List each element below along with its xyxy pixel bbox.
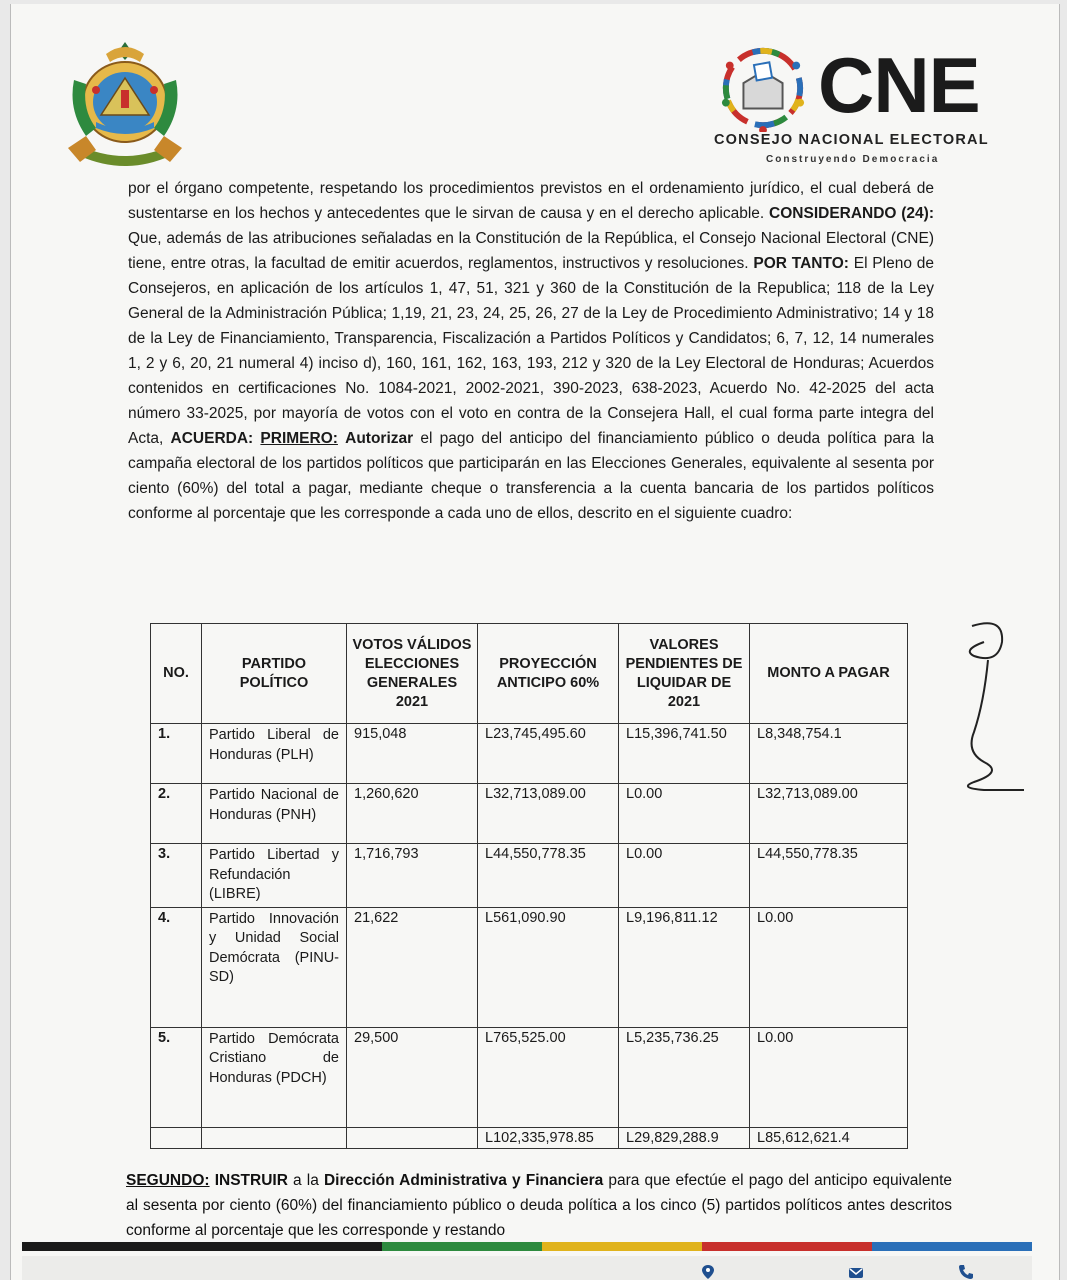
row-projection: L32,713,089.00 xyxy=(478,784,619,844)
segundo-heading: SEGUNDO: xyxy=(126,1172,210,1189)
org-tagline: Construyendo Democracia xyxy=(766,154,940,165)
cne-wordmark: CNE xyxy=(818,41,980,129)
text-run: por el órgano competente, respetando los procedimientos previstos en el ordenamiento jurídico, el cual deberá de sustentarse en los hechos y antecedentes que le sirvan de causa y en el derecho aplicable. xyxy=(128,180,934,222)
col-header-pending: VALORES PENDIENTES DE LIQUIDAR DE 2021 xyxy=(619,624,750,724)
total-pending: L29,829,288.9 xyxy=(619,1127,750,1148)
body-paragraph xyxy=(128,176,934,526)
row-votes: 21,622 xyxy=(347,907,478,1027)
row-party: Partido Nacional de Honduras (PNH) xyxy=(202,784,347,844)
instruir-word: INSTRUIR xyxy=(214,1172,288,1189)
col-header-party: PARTIDO POLÍTICO xyxy=(202,624,347,724)
row-amount: L32,713,089.00 xyxy=(750,784,908,844)
col-header-amount: MONTO A PAGAR xyxy=(750,624,908,724)
row-amount: L8,348,754.1 xyxy=(750,724,908,784)
table-row xyxy=(151,784,908,844)
segundo-paragraph xyxy=(126,1168,952,1243)
row-projection: L44,550,778.35 xyxy=(478,844,619,908)
row-no: 2. xyxy=(151,784,202,844)
row-pending: L15,396,741.50 xyxy=(619,724,750,784)
table-row xyxy=(151,724,908,784)
text-run: Que, además de las atribuciones señaladas en la Constitución de la República, el Consejo Nacional Electoral (CNE) tiene, entre otras, la facultad de emitir acuerdos, reglamentos, instructivos y resoluciones. xyxy=(128,230,934,272)
col-header-votes: VOTOS VÁLIDOS ELECCIONES GENERALES 2021 xyxy=(347,624,478,724)
row-amount: L0.00 xyxy=(750,1027,908,1127)
row-votes: 1,716,793 xyxy=(347,844,478,908)
footer-color-bar xyxy=(22,1242,1032,1251)
cne-emblem-icon xyxy=(714,44,812,132)
total-amount: L85,612,621.4 xyxy=(750,1127,908,1148)
footer-strip xyxy=(22,1256,1032,1280)
org-name: CONSEJO NACIONAL ELECTORAL xyxy=(714,132,989,148)
totals-row xyxy=(151,1127,908,1148)
por-tanto-heading: POR TANTO: xyxy=(753,255,849,272)
table-row xyxy=(151,844,908,908)
financing-table xyxy=(150,623,908,1149)
row-party: Partido Demócrata Cristiano de Honduras (PDCH) xyxy=(202,1027,347,1127)
row-projection: L561,090.90 xyxy=(478,907,619,1027)
totals-empty-cell xyxy=(347,1127,478,1148)
row-votes: 915,048 xyxy=(347,724,478,784)
row-votes: 1,260,620 xyxy=(347,784,478,844)
col-header-no: NO. xyxy=(151,624,202,724)
row-party: Partido Innovación y Unidad Social Demócrata (PINU-SD) xyxy=(202,907,347,1027)
row-projection: L23,745,495.60 xyxy=(478,724,619,784)
row-votes: 29,500 xyxy=(347,1027,478,1127)
totals-empty-cell xyxy=(202,1127,347,1148)
row-no: 4. xyxy=(151,907,202,1027)
row-no: 5. xyxy=(151,1027,202,1127)
table-row xyxy=(151,1027,908,1127)
col-header-projection: PROYECCIÓN ANTICIPO 60% xyxy=(478,624,619,724)
primero-heading: PRIMERO: xyxy=(260,430,338,447)
cne-logo xyxy=(714,40,1034,170)
total-projection: L102,335,978.85 xyxy=(478,1127,619,1148)
text-run: a la xyxy=(287,1172,324,1189)
autorizar-word: Autorizar xyxy=(345,430,414,447)
totals-empty-cell xyxy=(151,1127,202,1148)
location-icon xyxy=(700,1264,716,1280)
handwritten-signature xyxy=(944,612,1034,802)
text-run: para que efectúe el pago del anticipo equivalente al sesenta por ciento (60%) del financiamiento público o deuda política a los cinco (5) partidos políticos antes descritos conforme al porcentaje que les corresponde y restando xyxy=(126,1172,952,1239)
acuerda-heading: ACUERDA: xyxy=(170,430,254,447)
phone-icon xyxy=(958,1264,974,1280)
table-header-row xyxy=(151,624,908,724)
row-party: Partido Liberal de Honduras (PLH) xyxy=(202,724,347,784)
row-amount: L44,550,778.35 xyxy=(750,844,908,908)
direccion-name: Dirección Administrativa y Financiera xyxy=(323,1172,604,1189)
considerando-heading: CONSIDERANDO (24): xyxy=(769,205,934,222)
email-icon xyxy=(848,1264,864,1280)
row-no: 1. xyxy=(151,724,202,784)
row-pending: L5,235,736.25 xyxy=(619,1027,750,1127)
row-pending: L0.00 xyxy=(619,844,750,908)
row-no: 3. xyxy=(151,844,202,908)
honduras-coat-of-arms-icon xyxy=(66,40,184,166)
table-row xyxy=(151,907,908,1027)
row-amount: L0.00 xyxy=(750,907,908,1027)
text-run: El Pleno de Consejeros, en aplicación de los artículos 1, 47, 51, 321 y 360 de la Constitución de la Republica; 118 de la Ley General de la Administración Pública; 1,19, 21, 23, 24, 25, 26, 27 de la Ley de Procedimiento Administrativo; 14 y 18 de la Ley de Financiamiento, Transparencia, Fiscalización a Partidos Políticos y Candidatos; 6, 7, 12, 14 numerales 1, 2 y 6, 20, 21 numeral 4) inciso d), 160, 161, 162, 163, 193, 212 y 320 de la Ley Electoral de Honduras; Acuerdos contenidos en certificaciones No. 1084-2021, 2002-2021, 390-2023, 638-2023, Acuerdo No. 42-2025 del acta número 33-2025, por mayoría de votos con el voto en contra de la Consejera Hall, el cual forma parte integra del Acta, xyxy=(128,255,934,447)
row-projection: L765,525.00 xyxy=(478,1027,619,1127)
row-pending: L9,196,811.12 xyxy=(619,907,750,1027)
row-pending: L0.00 xyxy=(619,784,750,844)
row-party: Partido Libertad y Refundación (LIBRE) xyxy=(202,844,347,908)
text-run: el pago del anticipo del financiamiento público o deuda política para la campaña electoral de los partidos políticos que participarán en las Elecciones Generales, equivalente al sesenta por ciento (60%) del total a pagar, mediante cheque o transferencia a la cuenta bancaria de los partidos políticos conforme al porcentaje que les corresponde a cada uno de ellos, descrito en el siguiente cuadro: xyxy=(128,430,934,522)
